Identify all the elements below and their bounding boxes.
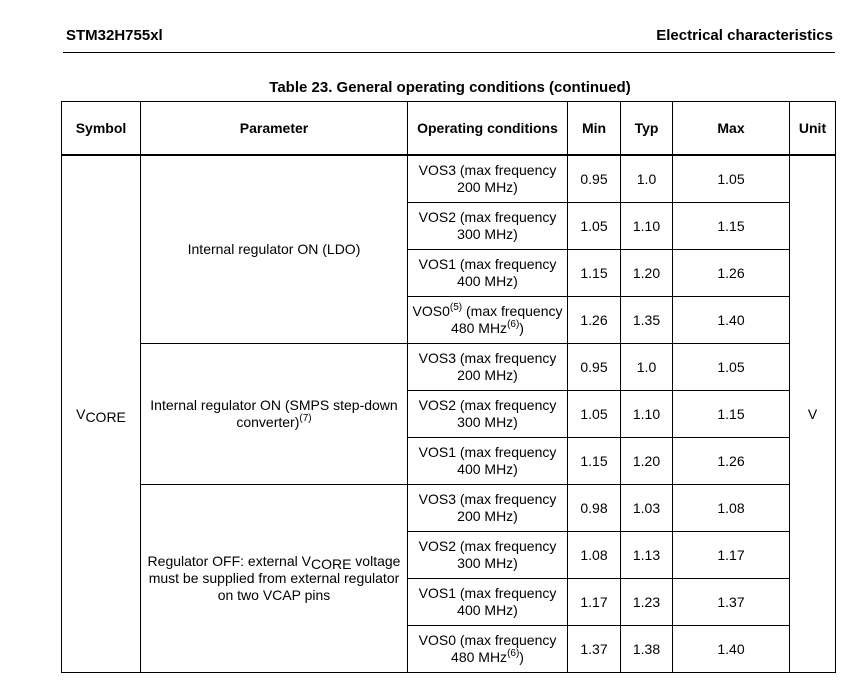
col-header-max: Max [673,102,790,156]
table-row [62,155,836,203]
typ-cell: 1.10 [621,391,673,438]
col-header-unit: Unit [790,102,836,156]
condition-text: VOS0 [412,303,450,319]
header-rule [63,52,835,53]
condition-text: ) [519,649,524,665]
typ-cell: 1.10 [621,203,673,250]
condition-text: (max frequency 480 MHz [451,303,563,336]
operating-conditions-table [61,101,836,673]
condition-text: ) [519,320,524,336]
condition-cell: VOS1 (max frequency 400 MHz) [408,579,568,626]
condition-text: VOS0 (max frequency 480 MHz [418,632,557,665]
parameter-text: Internal regulator ON (SMPS step-down converter) [150,397,398,430]
footnote-ref: (6) [507,648,520,659]
max-cell: 1.40 [673,297,790,344]
max-cell: 1.15 [673,391,790,438]
parameter-text: voltage must be supplied from external regulator on two VCAP pins [148,553,401,603]
condition-cell: VOS1 (max frequency 400 MHz) [408,250,568,297]
condition-cell [408,626,568,673]
col-header-symbol: Symbol [62,102,141,156]
min-cell: 1.15 [568,250,621,297]
typ-cell: 1.0 [621,344,673,391]
min-cell: 1.05 [568,391,621,438]
col-header-typ: Typ [621,102,673,156]
min-cell: 0.98 [568,485,621,532]
parameter-text: Regulator OFF: external V [147,553,311,569]
footnote-ref: (6) [507,319,520,330]
max-cell: 1.15 [673,203,790,250]
min-cell: 1.15 [568,438,621,485]
max-cell: 1.17 [673,532,790,579]
typ-cell: 1.23 [621,579,673,626]
max-cell: 1.26 [673,438,790,485]
parameter-regulator-off [141,485,408,673]
condition-cell: VOS3 (max frequency 200 MHz) [408,155,568,203]
unit-cell: V [790,155,836,673]
max-cell: 1.40 [673,626,790,673]
document-title: STM32H755xl [66,27,163,44]
parameter-ldo: Internal regulator ON (LDO) [141,155,408,344]
typ-cell: 1.03 [621,485,673,532]
max-cell: 1.26 [673,250,790,297]
symbol-cell [62,155,141,673]
typ-cell: 1.20 [621,250,673,297]
max-cell: 1.37 [673,579,790,626]
footnote-ref: (7) [299,413,312,424]
typ-cell: 1.38 [621,626,673,673]
footnote-ref: (5) [449,302,463,313]
min-cell: 1.08 [568,532,621,579]
parameter-smps [141,344,408,485]
table-caption: Table 23. General operating conditions (continued) [269,79,631,96]
min-cell: 1.37 [568,626,621,673]
condition-cell: VOS2 (max frequency 300 MHz) [408,391,568,438]
condition-cell: VOS3 (max frequency 200 MHz) [408,485,568,532]
condition-cell: VOS3 (max frequency 200 MHz) [408,344,568,391]
max-cell: 1.05 [673,344,790,391]
condition-cell: VOS2 (max frequency 300 MHz) [408,203,568,250]
col-header-min: Min [568,102,621,156]
table-row [62,344,836,391]
typ-cell: 1.20 [621,438,673,485]
symbol-subscript: CORE [85,408,126,425]
col-header-parameter: Parameter [141,102,408,156]
typ-cell: 1.0 [621,155,673,203]
min-cell: 0.95 [568,155,621,203]
col-header-conditions: Operating conditions [408,102,568,156]
table-header-row [62,102,836,156]
min-cell: 1.26 [568,297,621,344]
condition-cell [408,297,568,344]
typ-cell: 1.35 [621,297,673,344]
min-cell: 1.17 [568,579,621,626]
table-row [62,485,836,532]
min-cell: 0.95 [568,344,621,391]
symbol-main: V [76,405,86,422]
max-cell: 1.05 [673,155,790,203]
max-cell: 1.08 [673,485,790,532]
typ-cell: 1.13 [621,532,673,579]
min-cell: 1.05 [568,203,621,250]
condition-cell: VOS1 (max frequency 400 MHz) [408,438,568,485]
condition-cell: VOS2 (max frequency 300 MHz) [408,532,568,579]
section-title: Electrical characteristics [656,27,833,44]
parameter-subscript: CORE [310,556,352,572]
